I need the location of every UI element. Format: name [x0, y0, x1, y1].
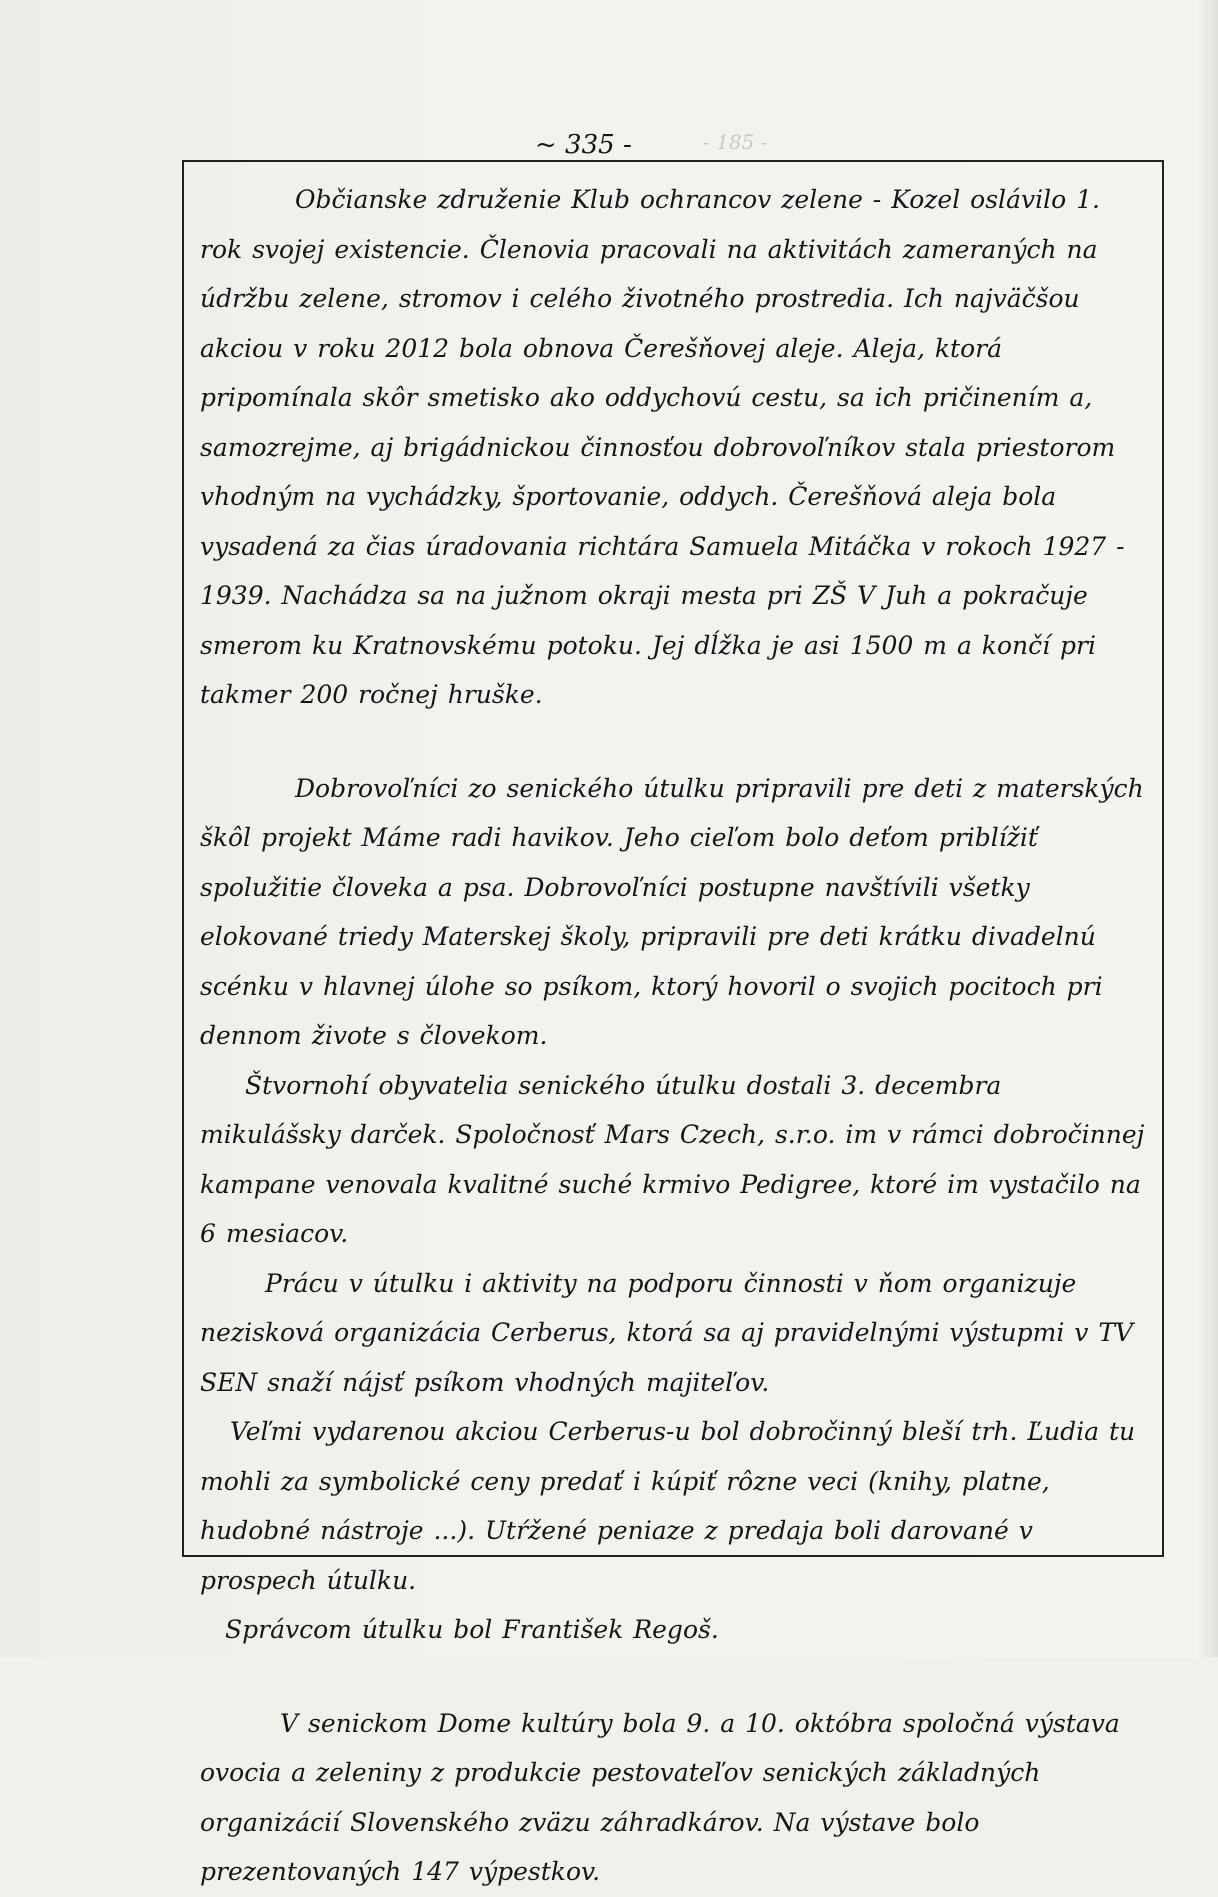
paragraph-klub-ochrancov-zelene: Občianske združenie Klub ochrancov zelene - Kozel oslávilo 1. rok svojej existencie. Členovia pracovali na aktivitách zameraných na údržbu zelene, stromov i celého životného prostredia. Ich najväčšou akciou v roku 2012 bola obnova Čerešňovej aleje. Aleja, ktorá pripomínala skôr smetisko ako oddychovú cestu, sa ich pričinením a, samozrejme, aj brigádnickou činnosťou dobrovoľníkov stala priestorom vhodným na vychádzky, športovanie, oddych. Čerešňová aleja bola vysadená za čias úradovania richtára Samuela Mitáčka v rokoch 1927 - 1939. Nachádza sa na južnom okraji mesta pri ZŠ V Juh a pokračuje smerom ku Kratnovskému potoku. Jej dĺžka je asi 1500 m a končí pri takmer 200 ročnej hruške. [200, 185, 1125, 709]
paragraph-blesi-trh: Veľmi vydarenou akciou Cerberus-u bol dobročinný bleší trh. Ľudia tu mohli za symbolické ceny predať i kúpiť rôzne veci (knihy, platne, hudobné nástroje ...). Utŕžené peniaze z predaja boli darované v prospech útulku. [200, 1417, 1136, 1595]
paragraph-cerberus: Prácu v útulku i aktivity na podporu činnosti v ňom organizuje nezisková organizácia Cerberus, ktorá sa aj pravidelnými výstupmi v TV SEN snaží nájsť psíkom vhodných majiteľov. [200, 1268, 1134, 1397]
paragraph-dobrovolnici-projekt: Dobrovoľníci zo senického útulku pripravili pre deti z materských škôl projekt Máme radi havikov. Jeho cieľom bolo deťom priblížiť spolužitie človeka a psa. Dobrovoľníci postupne navštívili všetky elokované triedy Materskej školy, pripravili pre deti krátku divadelnú scénku v hlavnej úlohe so psíkom, ktorý hovoril o svojich pocitoch pri dennom živote s človekom. [200, 773, 1144, 1050]
page-edge-shadow [1198, 0, 1218, 1657]
handwritten-text-area [200, 175, 1145, 1897]
ghost-page-number: - 185 - [703, 130, 768, 154]
paragraph-spravca-utulku: Správcom útulku bol František Regoš. [225, 1615, 719, 1644]
page-number: ~ 335 - [535, 130, 632, 160]
paragraph-mikulassky-darcek: Štvornohí obyvatelia senického útulku dostali 3. decembra mikulášsky darček. Spoločnosť Mars Czech, s.r.o. im v rámci dobročinnej kampane venovala kvalitné suché krmivo Pedigree, ktoré im vystačilo na 6 mesiacov. [200, 1070, 1145, 1248]
paragraph-vystava-ovocia: V senickom Dome kultúry bola 9. a 10. októbra spoločná výstava ovocia a zeleniny z produkcie pestovateľov senických základných organizácií Slovenského zväzu záhradkárov. Na výstave bolo prezentovaných 147 výpestkov. [200, 1708, 1120, 1886]
